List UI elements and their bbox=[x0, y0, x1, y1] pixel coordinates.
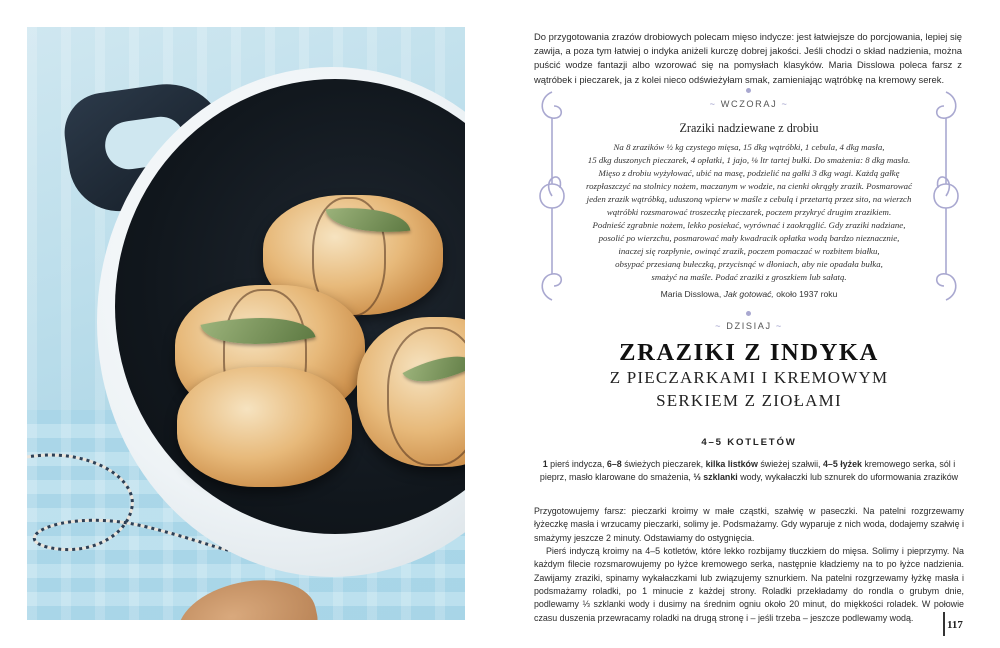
page-number: 117 bbox=[947, 619, 963, 631]
ornament-dot bbox=[746, 88, 751, 93]
intro-paragraph: Do przygotowania zrazów drobiowych polecam mięso indycze: jest łatwiejsze do porcjowania, lepiej się zawija, a poza tym łatwiej o indyka aniżeli kurczę dobrej jakości. Jeśli chodzi o skład nadzienia, można puścić wodze fantazji albo wzorować się na pomysłach klasyków. Maria Disslowa poleca farsz z wątróbek i pieczarek, ja z kolei nieco odświeżyłam smak, zamieniając wątróbkę na kremowy serek. bbox=[534, 31, 962, 85]
historic-recipe-text: Na 8 zrazików ½ kg czystego mięsa, 15 dkg wątróbki, 1 cebula, 4 dkg masła, 15 dkg duszonych pieczarek, 4 opłatki, 1 jajo, ⅛ ltr tartej bułki. Do smażenia: 8 dkg masła. Mięso z drobiu wyżyłować, ubić na masę, podzielić na gałki 3 dkg wagi. Każdą gałkę rozpłaszczyć na stolnicy nożem, maczanym w wodzie, na cienki okrągły zrazik. Posmarować jeden zrazik wątróbką, uduszoną wpierw w maśle z cebulą i przetartą przez sito, na wierzch wątróbki rozsmarować troszeczkę pieczarek, poczem przykryć drugim zrazikiem. Podnieść zgrabnie nożem, lekko posiekać, wyrównać i zaokrąglić. Gdy zraziki nadziane, posolić po wierzchu, posmarować mały kwadracik opłatka wodą bardzo nieznacznie, inaczej się rozpłynie, owinąć zrazik, poczem pomaczać w rozbitem białku, obsypać przesianą bułeczką, przycisnąć w dłoniach, aby nie opadała bułka, smażyć na maśle. Podać zraziki z groszkiem lub sałatą. bbox=[585, 142, 913, 283]
method-paragraph: Pierś indyczą kroimy na 4–5 kotletów, które lekko rozbijamy tłuczkiem do mięsa. Solimy i pieprzymy. Na każdym filecie rozsmarowujemy po łyżce kremowego serka, następnie kładziemy na to po łyżce nadzienia. Zawijamy zraziki, spinamy wykałaczkami lub związujemy sznurkiem. Na patelni rozgrzewamy łyżkę masła i podsmażamy roladki, po 1 minucie z każdej strony. Roladki przekładamy do rondla o grubym dnie, podlewamy ⅓ szklanki wody i dusimy na średnim ogniu około 20 minut, do miękkości roladek. W połowie czasu duszenia przewracamy roladki na drugą stronę i – jeśli trzeba – jeszcze podlewamy wodą. bbox=[534, 546, 964, 623]
turkey-roll bbox=[177, 367, 352, 487]
recipe-credit: Maria Disslowa, Jak gotować, około 1937 roku bbox=[660, 289, 838, 299]
ornament-dot bbox=[746, 311, 751, 316]
recipe-photo bbox=[27, 27, 465, 620]
ingredients-list: 1 pierś indycza, 6–8 świeżych pieczarek, kilka listków świeżej szałwii, 4–5 łyżek kremowego serka, sól i pieprz, masło klarowane do smażenia, ⅓ szklanki wody, wykałaczki lub sznurek do uformowania zrazików bbox=[539, 459, 959, 483]
page-number-rule bbox=[943, 612, 945, 636]
method-text bbox=[534, 505, 964, 625]
yesterday-recipe-title: Zraziki nadziewane z drobiu bbox=[679, 121, 819, 135]
servings: 4–5 KOTLETÓW bbox=[701, 437, 797, 448]
yesterday-kicker: ~ WCZORAJ ~ bbox=[709, 99, 789, 109]
recipe-page bbox=[520, 0, 1000, 648]
today-kicker: ~ DZISIAJ ~ bbox=[715, 321, 783, 331]
recipe-subtitle-line-2: SERKIEM Z ZIOŁAMI bbox=[656, 391, 842, 410]
recipe-subtitle-line-1: Z PIECZARKAMI I KREMOWYM bbox=[609, 368, 889, 387]
recipe-title: ZRAZIKI Z INDYKA bbox=[619, 339, 879, 366]
method-paragraph: Przygotowujemy farsz: pieczarki kroimy w małe cząstki, szałwię w paseczki. Na patelni rozgrzewamy łyżeczkę masła i wrzucamy pieczarki, solimy je. Podsmażamy. Gdy wyparuje z nich woda, dodajemy szałwię i smażymy jeszcze 2 minuty. Odstawiamy do ostygnięcia. bbox=[534, 506, 964, 543]
